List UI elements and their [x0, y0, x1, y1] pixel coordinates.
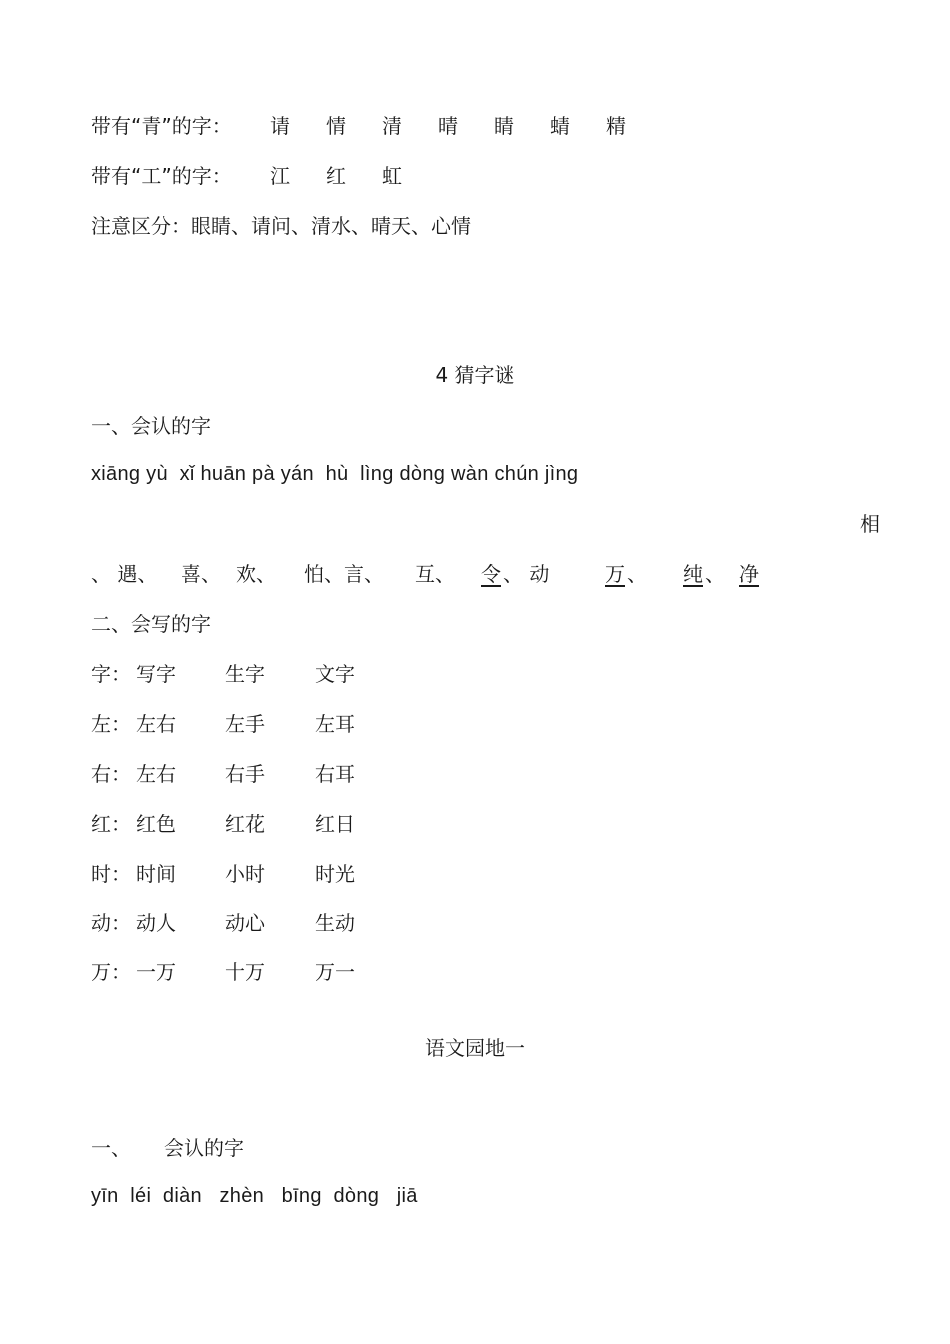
qing-char: 精: [606, 114, 626, 138]
garden-title: 语文园地一: [425, 1036, 525, 1060]
write-word: 万一: [315, 960, 355, 984]
write-word: 时间: [136, 862, 176, 886]
qing-char: 清: [382, 114, 402, 138]
qing-label: 带有“青”的字：: [91, 114, 232, 138]
write-word: 写字: [136, 662, 176, 686]
char-item: 、 动: [503, 562, 550, 586]
write-word: 左手: [225, 712, 265, 736]
write-word: 十万: [225, 960, 265, 984]
write-word: 文字: [315, 662, 355, 686]
write-head: 左：: [91, 712, 131, 736]
lesson4-chars-row: [91, 560, 891, 588]
gong-char: 虹: [382, 164, 402, 188]
write-word: 左耳: [315, 712, 355, 736]
qing-char: 蜻: [550, 114, 570, 138]
char-item: 欢、: [236, 562, 276, 586]
note-line: 注意区分：眼睛、请问、清水、晴天、心情: [91, 214, 471, 238]
write-word: 小时: [225, 862, 265, 886]
write-word: 一万: [136, 960, 176, 984]
lesson4-section2: 二、会写的字: [91, 612, 211, 636]
write-word: 生动: [315, 911, 355, 935]
qing-char: 睛: [494, 114, 514, 138]
char-item-underlined: 万: [605, 562, 625, 586]
write-word: 右耳: [315, 762, 355, 786]
char-item: 喜、: [181, 562, 221, 586]
char-item-underlined: 令: [481, 562, 501, 586]
char-item: 怕、言、: [304, 562, 384, 586]
write-head: 右：: [91, 762, 131, 786]
write-head: 时：: [91, 862, 131, 886]
gong-char: 江: [270, 164, 290, 188]
write-word: 右手: [225, 762, 265, 786]
lesson4-xiang-char: 相: [860, 512, 880, 536]
write-word: 动人: [136, 911, 176, 935]
garden-pinyin: yīn léi diàn zhèn bīng dòng jiā: [91, 1185, 418, 1207]
write-word: 左右: [136, 712, 176, 736]
write-word: 红日: [315, 812, 355, 836]
char-item: 、: [705, 562, 725, 586]
write-head: 红：: [91, 812, 131, 836]
qing-char: 情: [326, 114, 346, 138]
lesson4-pinyin: xiāng yù xǐ huān pà yán hù lìng dòng wàn chún jìng: [91, 463, 579, 485]
write-head: 万：: [91, 960, 131, 984]
char-item: 、 遇、: [91, 562, 158, 586]
write-word: 红色: [136, 812, 176, 836]
char-item: 互、: [415, 562, 455, 586]
lesson4-title: 4 猜字谜: [435, 363, 515, 387]
write-head: 字：: [91, 662, 131, 686]
char-item-underlined: 净: [739, 562, 759, 586]
write-word: 时光: [315, 862, 355, 886]
write-head: 动：: [91, 911, 131, 935]
write-word: 生字: [225, 662, 265, 686]
garden-section1-number: 一、: [91, 1136, 131, 1160]
write-word: 左右: [136, 762, 176, 786]
char-item: 、: [627, 562, 647, 586]
qing-char: 晴: [438, 114, 458, 138]
char-item-underlined: 纯: [683, 562, 703, 586]
gong-char: 红: [326, 164, 346, 188]
qing-char: 请: [270, 114, 290, 138]
write-word: 动心: [225, 911, 265, 935]
gong-label: 带有“工”的字：: [91, 164, 232, 188]
write-word: 红花: [225, 812, 265, 836]
garden-section1-text: 会认的字: [164, 1136, 244, 1160]
lesson4-section1: 一、会认的字: [91, 414, 211, 438]
